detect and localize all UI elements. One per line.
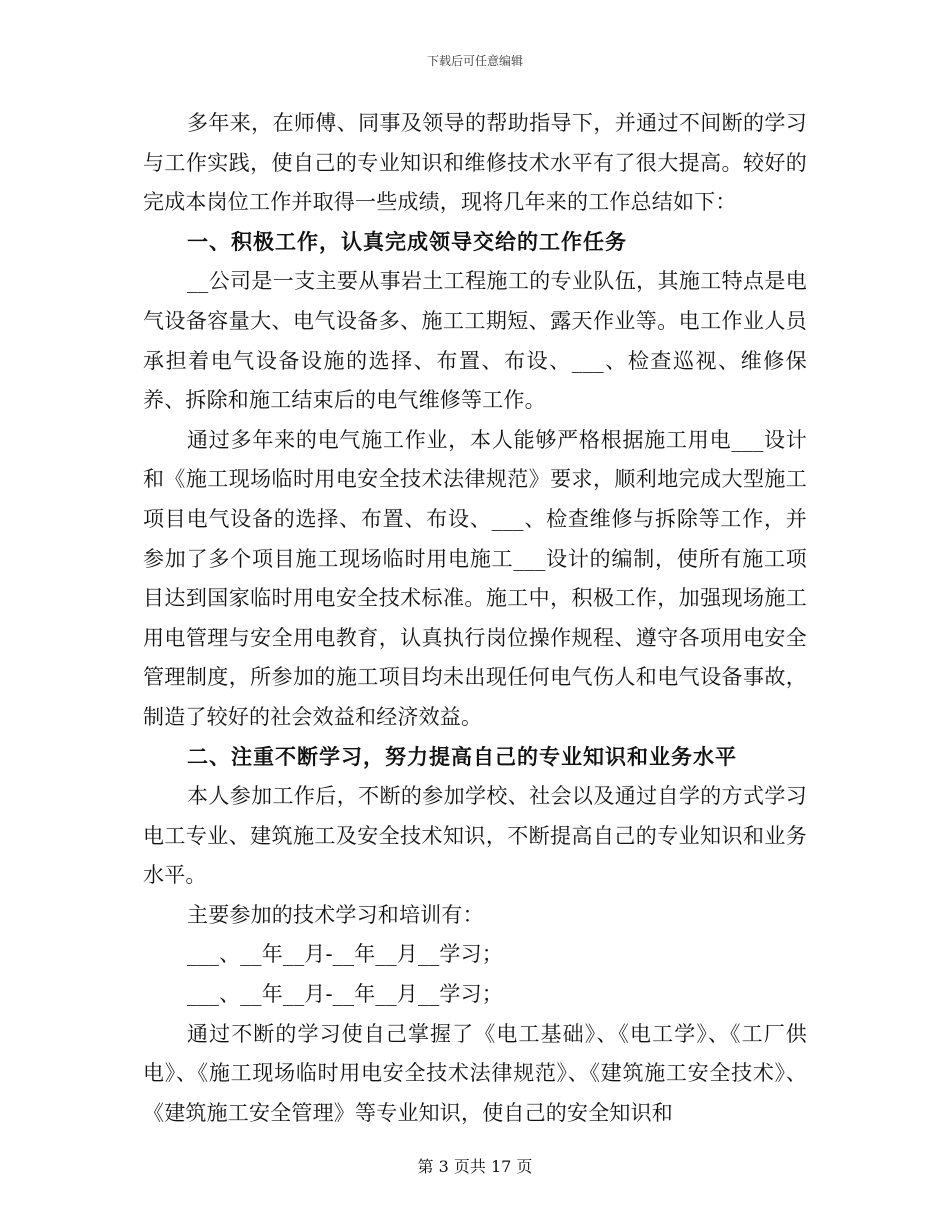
page-header: 下载后可任意编辑 (426, 54, 523, 68)
paragraph-study: 本人参加工作后，不断的参加学校、社会以及通过自学的方式学习电工专业、建筑施工及安全技术知识，不断提高自己的专业知识和业务水平。 (143, 784, 807, 888)
section-heading-1: 一、积极工作，认真完成领导交给的工作任务 (187, 229, 627, 254)
paragraph-construction-work: 通过多年来的电气施工作业，本人能够严格根据施工用电___设计和《施工现场临时用电安全技术法律规范》要求，顺利地完成大型施工项目电气设备的选择、布置、布设、___、检查维修与拆除等工作，并参加了多个项目施工现场临时用电施工___设计的编制，使所有施工项目达到国家临时用电安全技术标准。施工中，积极工作，加强现场施工用电管理与安全用电教育，认真执行岗位操作规程、遵守各项用电安全管理制度，所参加的施工项目均未出现任何电气伤人和电气设备事故，制造了较好的社会效益和经济效益。 (143, 427, 807, 729)
paragraph-knowledge: 通过不断的学习使自己掌握了《电工基础》、《电工学》、《工厂供电》、《施工现场临时用电安全技术法律规范》、《建筑施工安全技术》、《建筑施工安全管理》等专业知识，使自己的安全知识和 (143, 1021, 807, 1125)
section-heading-2: 二、注重不断学习，努力提高自己的专业知识和业务水平 (187, 744, 737, 769)
document-body (143, 104, 807, 1133)
paragraph-intro: 多年来，在师傅、同事及领导的帮助指导下，并通过不间断的学习与工作实践，使自己的专业知识和维修技术水平有了很大提高。较好的完成本岗位工作并取得一些成绩，现将几年来的工作总结如下： (143, 111, 807, 215)
paragraph-company: __公司是一支主要从事岩土工程施工的专业队伍，其施工特点是电气设备容量大、电气设备多、施工工期短、露天作业等。电工作业人员承担着电气设备设施的选择、布置、布设、___、检查巡视、维修保养、拆除和施工结束后的电气维修等工作。 (143, 269, 807, 413)
training-item: ___、__年__月-__年__月__学习； (187, 942, 503, 967)
training-item: ___、__年__月-__年__月__学习； (187, 982, 503, 1007)
page-footer: 第 3 页共 17 页 (417, 1157, 533, 1176)
paragraph-training-intro: 主要参加的技术学习和培训有： (187, 902, 484, 927)
